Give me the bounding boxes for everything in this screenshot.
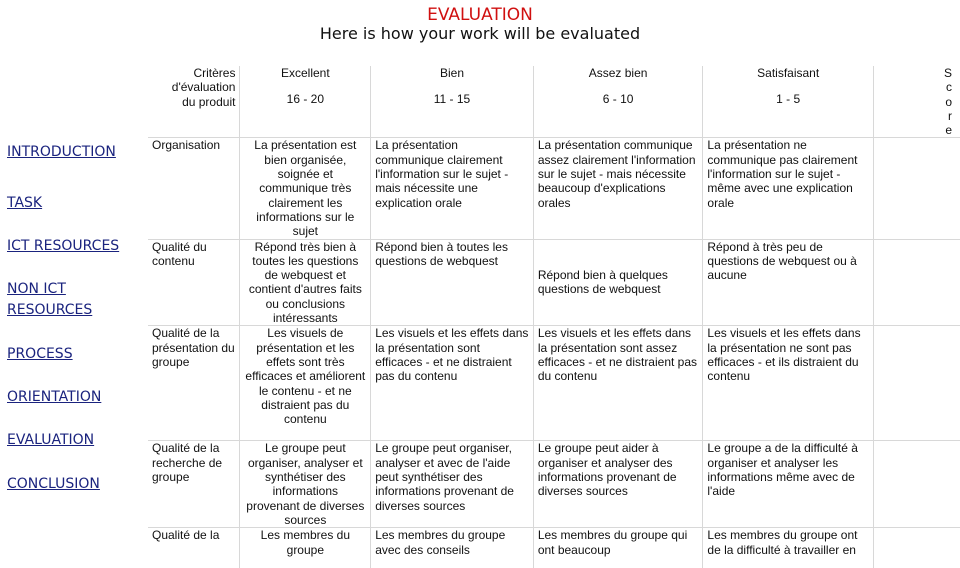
rubric-row xyxy=(148,239,960,326)
level-range: 16 - 20 xyxy=(286,92,324,107)
rubric-cell: Les membres du groupe ont de la difficulté à travailler en xyxy=(703,528,874,568)
nav-link-non-ict-resources[interactable]: NON ICT RESOURCES xyxy=(7,281,93,318)
level-header xyxy=(371,66,534,138)
rubric-cell: Répond à très peu de questions de webquest ou à aucune xyxy=(703,239,874,326)
criterion-cell: Qualité de la recherche de groupe xyxy=(148,441,240,528)
level-label: Excellent xyxy=(280,66,330,80)
nav-link-process[interactable]: PROCESS xyxy=(7,346,73,362)
level-label: Satisfaisant xyxy=(757,66,820,80)
score-cell xyxy=(873,239,960,326)
score-cell xyxy=(873,441,960,528)
rubric-cell: Les visuels et les effets dans la présentation sont efficaces - et ne distraient pas du contenu xyxy=(371,326,534,441)
rubric-cell: Les membres du groupe avec des conseils xyxy=(371,528,534,568)
nav-link-conclusion[interactable]: CONCLUSION xyxy=(7,476,100,492)
rubric-cell: Les membres du groupe qui ont beaucoup xyxy=(533,528,703,568)
rubric-row xyxy=(148,326,960,441)
level-label: Bien xyxy=(439,66,465,80)
page-subtitle: Here is how your work will be evaluated xyxy=(319,24,641,43)
rubric-cell: Le groupe a de la difficulté à organiser et analyser les informations même avec de l'aide xyxy=(703,441,874,528)
score-cell xyxy=(873,138,960,239)
rubric-cell: Répond bien à toutes les questions de webquest xyxy=(371,239,534,326)
rubric-cell: Le groupe peut organiser, analyser et synthétiser des informations provenant de diverses sources xyxy=(240,441,371,528)
rubric-cell: Le groupe peut aider à organiser et analyser des informations provenant de diverses sources xyxy=(533,441,703,528)
rubric-header-row xyxy=(148,66,960,138)
rubric-cell: La présentation communique clairement l'information sur le sujet - mais nécessite une explication orale xyxy=(371,138,534,239)
page-title: EVALUATION xyxy=(427,5,533,25)
rubric-cell: La présentation communique assez clairement l'information sur le sujet - mais nécessite beaucoup d'explications orales xyxy=(533,138,703,239)
criterion-cell: Qualité de la présentation du groupe xyxy=(148,326,240,441)
criteria-header: Critères d'évaluation du produit xyxy=(148,66,240,138)
score-header-label: Score xyxy=(943,66,952,138)
rubric-cell: Les visuels de présentation et les effets sont très efficaces et améliorent le contenu - et ne distraient pas du contenu xyxy=(240,326,371,441)
level-range: 11 - 15 xyxy=(433,92,471,107)
rubric-cell: Répond très bien à toutes les questions de webquest et contient d'autres faits ou conclusions intéressants xyxy=(240,239,371,326)
level-header xyxy=(703,66,874,138)
criterion-cell: Organisation xyxy=(148,138,240,239)
rubric-row xyxy=(148,528,960,568)
score-cell xyxy=(873,528,960,568)
criterion-cell: Qualité de la xyxy=(148,528,240,568)
level-header xyxy=(533,66,703,138)
rubric-table xyxy=(148,66,960,557)
rubric-row xyxy=(148,138,960,239)
score-header xyxy=(873,66,960,138)
level-header xyxy=(240,66,371,138)
rubric-cell: Les visuels et les effets dans la présentation sont assez efficaces - et ne distraient pas du contenu xyxy=(533,326,703,441)
rubric-cell: Les visuels et les effets dans la présentation ne sont pas efficaces - et ils distraient du contenu xyxy=(703,326,874,441)
level-range: 6 - 10 xyxy=(602,92,634,107)
level-label: Assez bien xyxy=(588,66,648,80)
rubric-cell: La présentation est bien organisée, soignée et communique très clairement les informations sur le sujet xyxy=(240,138,371,239)
nav-link-ict-resources[interactable]: ICT RESOURCES xyxy=(7,238,120,254)
score-cell xyxy=(873,326,960,441)
nav-link-task[interactable]: TASK xyxy=(7,195,43,211)
rubric-cell: La présentation ne communique pas clairement l'information sur le sujet - même avec une explication orale xyxy=(703,138,874,239)
rubric-row xyxy=(148,441,960,528)
rubric-cell: Répond bien à quelques questions de webquest xyxy=(533,239,703,326)
nav-link-orientation[interactable]: ORIENTATION xyxy=(7,389,102,405)
level-range: 1 - 5 xyxy=(776,92,801,107)
nav-link-evaluation[interactable]: EVALUATION xyxy=(7,432,95,448)
nav-link-introduction[interactable]: INTRODUCTION xyxy=(7,144,116,160)
criterion-cell: Qualité du contenu xyxy=(148,239,240,326)
rubric-cell: Les membres du groupe xyxy=(240,528,371,568)
rubric-cell: Le groupe peut organiser, analyser et avec de l'aide peut synthétiser des informations provenant de diverses sources xyxy=(371,441,534,528)
